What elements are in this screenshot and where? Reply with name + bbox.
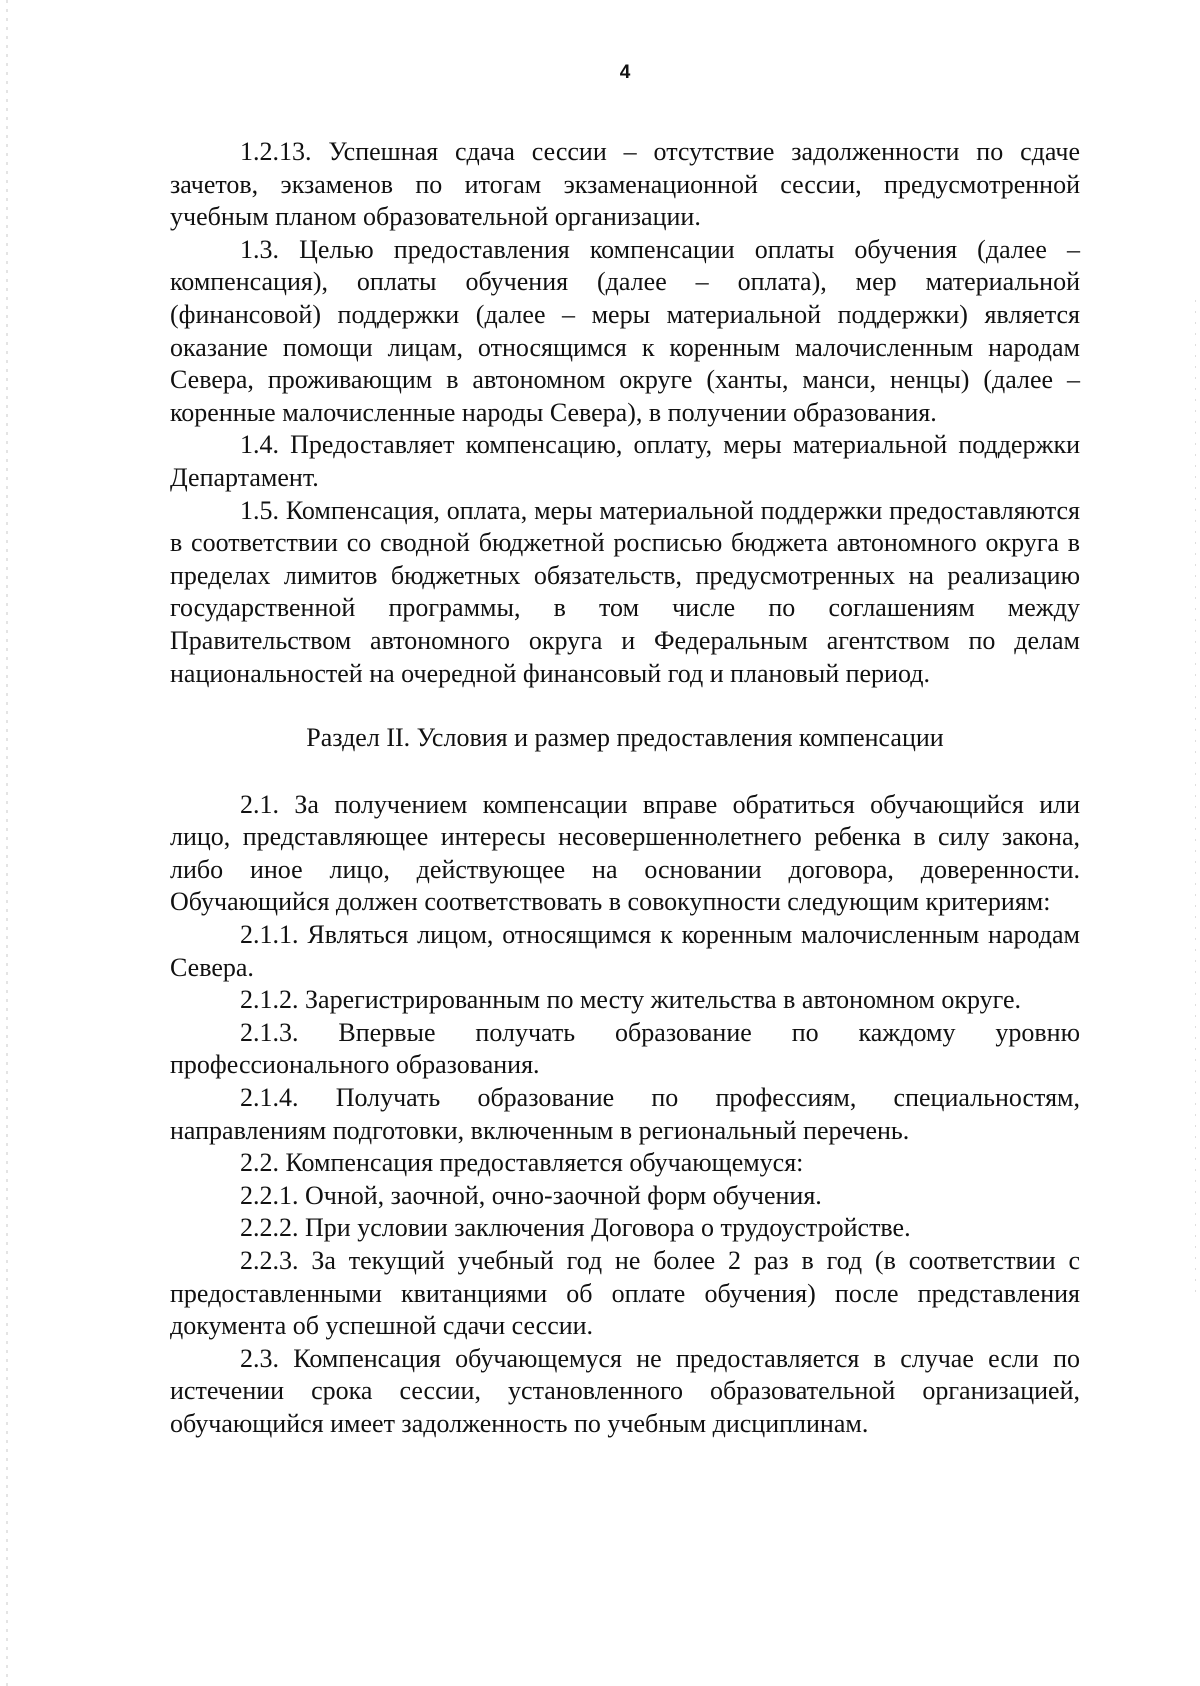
paragraph-1-3: 1.3. Целью предоставления компенсации оплаты обучения (далее – компенсация), оплаты обучения (далее – оплата), мер материальной (финансовой) поддержки (далее – меры материальной поддержки) является оказание помощи лицам, относящимся к коренным малочисленным народам Севера, проживающим в автономном округе (ханты, манси, ненцы) (далее – коренные малочисленные народы Севера), в получении образования. bbox=[170, 234, 1080, 427]
paragraph-1-5: 1.5. Компенсация, оплата, меры материальной поддержки предоставляются в соответствии со сводной бюджетной росписью бюджета автономного округа в пределах лимитов бюджетных обязательств, предусмотренных на реализацию государственной программы, в том числе по соглашениям между Правительством автономного округа и Федеральным агентством по делам национальностей на очередной финансовый год и плановый период. bbox=[170, 495, 1080, 688]
paragraph-2-1-3: 2.1.3. Впервые получать образование по каждому уровню профессионального образования. bbox=[170, 1017, 1080, 1080]
paragraph-2-1: 2.1. За получением компенсации вправе обратиться обучающийся или лицо, представляющее интересы несовершеннолетнего ребенка в силу закона, либо иное лицо, действующее на основании договора, доверенности. Обучающийся должен соответствовать в совокупности следующим критериям: bbox=[170, 789, 1080, 917]
section-heading: Раздел II. Условия и размер предоставления компенсации bbox=[306, 723, 944, 753]
paragraph-2-2-1: 2.2.1. Очной, заочной, очно-заочной форм обучения. bbox=[240, 1180, 822, 1210]
paragraph-2-2: 2.2. Компенсация предоставляется обучающемуся: bbox=[240, 1148, 804, 1178]
paragraph-2-3: 2.3. Компенсация обучающемуся не предоставляется в случае если по истечении срока сессии, установленного образовательной организацией, обучающийся имеет задолженность по учебным дисциплинам. bbox=[170, 1343, 1080, 1438]
scan-edge-left bbox=[6, 0, 8, 1686]
paragraph-1-4: 1.4. Предоставляет компенсацию, оплату, меры материальной поддержки Департамент. bbox=[170, 430, 1080, 492]
paragraph-1-2-13: 1.2.13. Успешная сдача сессии – отсутствие задолженности по сдаче зачетов, экзаменов по итогам экзаменационной сессии, предусмотренной учебным планом образовательной организации. bbox=[170, 137, 1080, 232]
page-number: 4 bbox=[619, 62, 631, 83]
document-body bbox=[170, 136, 1080, 1441]
paragraph-2-2-2: 2.2.2. При условии заключения Договора о трудоустройстве. bbox=[240, 1213, 911, 1243]
paragraph-2-1-2: 2.1.2. Зарегистрированным по месту жительства в автономном округе. bbox=[240, 985, 1022, 1015]
paragraph-2-2-3: 2.2.3. За текущий учебный год не более 2 раз в год (в соответствии с предоставленными квитанциями об оплате обучения) после представления документа об успешной сдачи сессии. bbox=[170, 1246, 1080, 1341]
paragraph-2-1-4: 2.1.4. Получать образование по профессиям, специальностям, направлениям подготовки, включенным в региональный перечень. bbox=[170, 1083, 1080, 1145]
paragraph-2-1-1: 2.1.1. Являться лицом, относящимся к коренным малочисленным народам Севера. bbox=[170, 920, 1080, 982]
scan-edge-right bbox=[1195, 300, 1196, 1300]
